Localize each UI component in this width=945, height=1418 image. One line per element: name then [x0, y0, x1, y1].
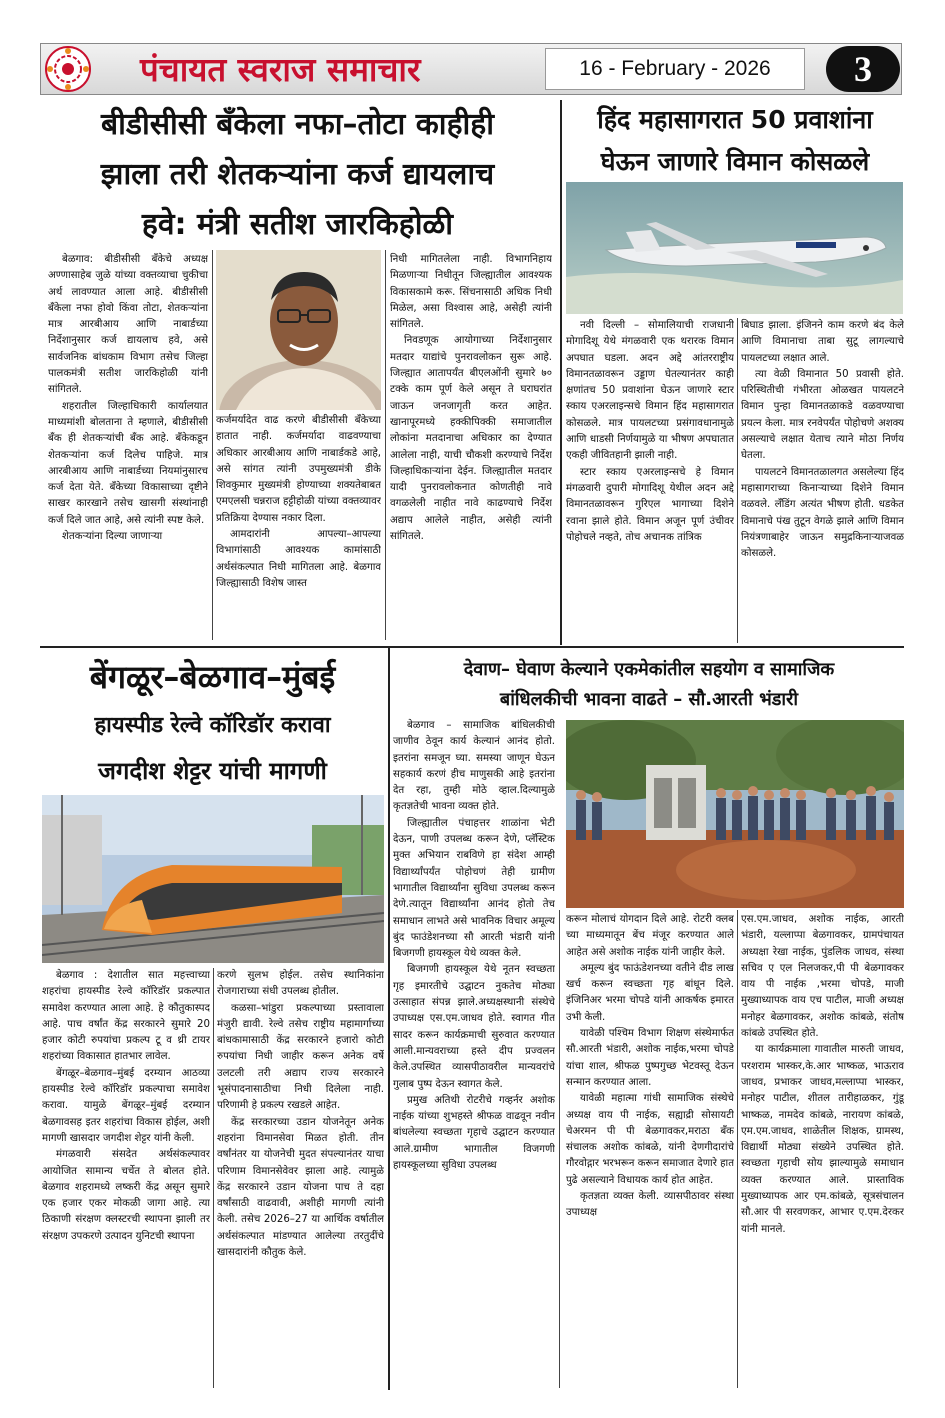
paragraph: निधी मागितलेला नाही. विभागनिहाय मिळणाऱ्या निधीतून जिल्ह्यातील आवश्यक विकासकामे करू. सिंचनासाठी अधिक निधी मिळेल, असा विश्वास आहे, असेही त्यांनी सांगितले.	[390, 254, 552, 331]
paragraph: केंद्र सरकारच्या उडान योजनेतून अनेक शहरांना विमानसेवा मिळत होती. तीन वर्षांनंतर या योजनेची मुदत संपल्यानंतर याचा परिणाम विमानसेवेवर झाला आहे. त्यामुळे केंद्र सरकारने उडान योजना पाच ते दहा वर्षांसाठी वाढवावी, अशीही मागणी त्यांनी केली. तसेच 2026–27 या आर्थिक वर्षातील अर्थसंकल्पात मांडण्यात आलेल्या तरतुदींचे खासदारांनी कौतुक केले.	[217, 1116, 384, 1259]
paragraph: शहरातील जिल्हाधिकारी कार्यालयात माध्यमांशी बोलताना ते म्हणाले, बीडीसीसी बँक ही शेतकऱ्यांची बँक आहे. बँकेकडून शेतकऱ्यांना कर्ज दिलेच पाहिजे. मात्र आरबीआय आणि नाबार्डच्या नियमांनुसारच कर्ज देता येते. बँकेच्या विकासाच्या दृष्टीने साखर कारखाने तसेच खासगी संस्थांनाही कर्ज दिले जात आहे, असे त्यांनी स्पष्ट केले.	[48, 400, 208, 526]
column-rule	[737, 318, 738, 643]
high-speed-train-photo	[42, 795, 384, 963]
article4-headline-2: बांधिलकीची भावना वाढते – सौ.आरती भंडारी	[499, 689, 799, 710]
paragraph: आमदारांनी आपल्या–आपल्या विभागांसाठी आवश्यक कामांसाठी अर्थसंकल्पात निधी मागितला आहे. बेळगाव जिल्ह्यासाठी विशेष जास्त	[216, 529, 381, 589]
article1-column-3	[390, 252, 552, 642]
paragraph: अमूल्य बुंद फाऊंडेशनच्या वतीने दीड लाख खर्च करून स्वच्छता गृह बांधून दिले. इंजिनिअर भरमा चोपडे यांनी आकर्षक इमारत उभी केली.	[566, 962, 734, 1023]
paragraph: बेळगाव – सामाजिक बांधिलकीची जाणीव ठेवून कार्य केल्यानं आनंद होतो. इतरांना समजून घ्या. समस्या जाणून घेऊन सहकार्य करणं हीच माणुसकी आहे इतरांना देत रहा, तुम्ही मोठे व्हाल.दिल्यामुळे कृतज्ञतेची भावना व्यक्त होते.	[393, 720, 555, 813]
article2-column-2	[741, 318, 904, 643]
paragraph: प्रमुख अतिथी रोटरीचे गव्हर्नर अशोक नाईक यांच्या शुभहस्ते श्रीफळ वाढवून नवीन बांधलेल्या स्वच्छता गृहाचे उद्घाटन करण्यात आले.ग्रामीण भागातील विजगणी हायस्कूलच्या सुविधा उपलब्ध	[393, 1094, 555, 1172]
paragraph: कृतज्ञता व्यक्त केली. व्यासपीठावर संस्था उपाध्यक्ष	[566, 1191, 734, 1219]
paragraph: या कार्यक्रमाला गावातील मारुती जाधव, परशराम भास्कर,के.आर भाष्कळ, भाऊराव जाधव, प्रभाकर जाधव,मल्लाप्पा भास्कर, मनोहर पाटील, शीतल तारीहाळकर, गुंडू भाष्कळ, नामदेव कांबळे, नारायण कांबळे, एम.एम.जाधव, शाळेतील शिक्षक, ग्रामस्थ, विद्यार्थी मोठ्या संख्येने उपस्थित होते. स्वच्छता गृहाची सोय झाल्यामुळे समाधान व्यक्त करण्यात आले. प्रास्ताविक मुख्याध्यापक आर एम.कांबळे, सूत्रसंचालन सौ.आर पी सरवणकर, आभार ए.एम.देरकर यांनी मानले.	[741, 1044, 904, 1235]
paragraph: बेळगाव : देशातील सात महत्त्वाच्या शहरांचा हायस्पीड रेल्वे कॉरिडॉर प्रकल्पात समावेश करण्यात आला आहे. हे कौतुकास्पद आहे. पाच वर्षांत केंद्र सरकारने सुमारे 20 हजार कोटी रुपयांचा प्रकल्प टू व थ्री टायर शहरांच्या विकासात हातभार लावेल.	[42, 970, 210, 1063]
paragraph: यावेळी महात्मा गांधी सामाजिक संस्थेचे अध्यक्ष वाय पी नाईक, सह्याद्री सोसायटी चेअरमन पी पी बेळगावकर,मराठा बँक संचालक अशोक कांबळे, यांनी देणगीदारांचे गौरवोद्गार भरभरून करून समाजात देणारे हात पुढे असल्याने विधायक कार्य होत आहेत.	[566, 1093, 734, 1186]
column-rule	[559, 910, 560, 1388]
paragraph: नवी दिल्ली – सोमालियाची राजधानी मोगादिशू येथे मंगळवारी एक थरारक विमान अपघात घडला. अदन अद्दे आंतरराष्ट्रीय विमानतळावरून उड्डाण घेतल्यानंतर काही क्षणांतच 50 प्रवाशांना घेऊन जाणारे स्टार स्काय एअरलाइन्सचे विमान हिंद महासागरात कोसळले. मात्र पायलटच्या प्रसंगावधानामुळे आणि धाडसी निर्णयामुळे या भीषण अपघातात एकही जीवितहानी झाली नाही.	[566, 320, 734, 462]
section-rule	[560, 100, 562, 645]
article4-column-3	[741, 912, 904, 1388]
paragraph: जिल्ह्यातील पंचाहत्तर शाळांना भेटी देऊन, पाणी उपलब्ध करून देणे, प्लॅस्टिक मुक्त अभियान राबविणे हा संदेश आम्ही विद्यार्थ्यांपर्यंत पोहोचणं तेही ग्रामीण भागातील विद्यार्थ्यांना सुविधा उपलब्ध करून देणे.त्यातून विद्यार्थ्यांना आनंद होतो तेच समाधान लाभते असे भावनिक विचार अमूल्य बुंद फाउंडेशनच्या सौ आरती भंडारी यांनी बिजगणी हायस्कूल येथे व्यक्त केले.	[393, 817, 555, 960]
paragraph: मंगळवारी संसदेत अर्थसंकल्पावर आयोजित सामान्य चर्चेत ते बोलत होते. बेळगाव शहरामध्ये लष्करी केंद्र असून सुमारे एक हजार एकर मोकळी जागा आहे. त्या ठिकाणी संरक्षण क्लस्टरची स्थापना झाली तर संरक्षण उपकरणे उत्पादन युनिटची स्थापना	[42, 1149, 210, 1242]
minister-portrait-photo	[216, 250, 381, 410]
column-rule	[737, 910, 738, 1388]
section-rule	[388, 648, 390, 1390]
paragraph: कर्जमर्यादेत वाढ करणे बीडीसीसी बँकेच्या हातात नाही. कर्जमर्यादा वाढवण्याचा अधिकार आरबीआय आणि नाबार्डकडे आहे, असे सांगत त्यांनी उपमुख्यमंत्री डीके शिवकुमार मुख्यमंत्री होण्याच्या शक्यतेबाबत एमएलसी चन्नराज हट्टीहोळी यांच्या वक्तव्यावर प्रतिक्रिया देण्यास नकार दिला.	[216, 415, 381, 524]
article2-headline-2: घेऊन जाणारे विमान कोसळले	[600, 147, 870, 176]
column-rule	[213, 968, 214, 1388]
article1-headline-3: हवे: मंत्री सतीश जारकिहोळी	[141, 207, 454, 242]
paragraph: शेतकऱ्यांना दिल्या जाणाऱ्या	[62, 531, 163, 543]
paragraph: करून मोलाचं योगदान दिले आहे. रोटरी क्लब च्या माध्यमातून बेंच मंजूर करण्यात आले आहेत असे अशोक नाईक यांनी जाहीर केले.	[566, 914, 734, 958]
paragraph: बिजगणी हायस्कूल येथे नूतन स्वच्छता गृह इमारतीचे उद्घाटन नुकतेच मोठ्या उत्साहात संपन्न झाले.अध्यक्षस्थानी संस्थेचे उपाध्यक्ष एस.एम.जाधव होते. स्वागत गीत सादर करून कार्यक्रमाची सुरुवात करण्यात आली.मान्यवराच्या हस्ते दीप प्रज्वलन केले.उपस्थित व्यासपीठावरील मान्यवरांचे गुलाब पुष्प देऊन स्वागत केले.	[393, 964, 555, 1090]
paragraph: करणे सुलभ होईल. तसेच स्थानिकांना रोजगाराच्या संधी उपलब्ध होतील.	[217, 970, 384, 998]
article1-column-1	[48, 252, 208, 642]
article2-column-1	[566, 318, 734, 643]
article4-column-1	[393, 718, 555, 1388]
paragraph: निवडणूक आयोगाच्या निर्देशानुसार मतदार याद्यांचे पुनरावलोकन सुरू आहे. जिल्ह्यात आतापर्यंत बीएलओंनी सुमारे ७० टक्के काम पूर्ण केले असून ते घराघरांत जाऊन जनजागृती करत आहेत. खानापूरमध्ये हक्कीपिक्की समाजातील लोकांना मतदानाचा अधिकार का देण्यात आलेला नाही, याची चौकशी करण्याचे निर्देश जिल्हाधिकाऱ्यांना देईन. जिल्ह्यातील मतदार यादी पुनरावलोकनात कोणतीही नावे वगळलेली नाहीत नावे काढण्याचे निर्देश अद्याप आलेले नाहीत, असेही त्यांनी सांगितले.	[390, 335, 552, 543]
inauguration-event-photo	[566, 720, 904, 908]
column-rule	[385, 250, 386, 640]
paragraph: बेळगाव: बीडीसीसी बँकेचे अध्यक्ष अण्णासाहेब जुळे यांच्या वक्तव्याचा चुकीचा अर्थ लावण्यात आला आहे. बीडीसीसी बँकेला नफा होवो किंवा तोटा, शेतकऱ्यांना मात्र आरबीआय आणि नाबार्डच्या निर्देशानुसार कर्ज द्यायलाच हवे, असे सार्वजनिक बांधकाम विभाग तसेच जिल्हा पालकमंत्री सतीश जारकिहोळी यांनी सांगितले.	[48, 254, 208, 396]
article3-headline-3: जगदीश शेट्टर यांची मागणी	[98, 757, 327, 785]
section-rule	[40, 646, 904, 648]
article2-headline-1: हिंद महासागरात 50 प्रवाशांना	[597, 105, 873, 134]
article1-headline-2: झाला तरी शेतकऱ्यांना कर्ज द्यायलाच	[100, 157, 495, 192]
column-rule	[212, 250, 213, 640]
paragraph: बेंगळूर–बेळगाव–मुंबई दरम्यान आठव्या हायस्पीड रेल्वे कॉरिडॉर प्रकल्पाचा समावेश करावा. यामुळे बेंगळूर–मुंबई दरम्यान बेळगावसह इतर शहरांचा विकास होईल, अशी मागणी खासदार जगदीश शेट्टर यांनी केली.	[42, 1067, 210, 1144]
article1-headline-1: बीडीसीसी बँकेला नफा–तोटा काहीही	[101, 107, 494, 142]
panchayat-logo-icon	[44, 45, 92, 93]
masthead-title: पंचायत स्वराज समाचार	[140, 50, 421, 89]
paragraph: त्या वेळी विमानात 50 प्रवासी होते. परिस्थितीची गंभीरता ओळखत पायलटने विमान पुन्हा विमानतळाकडे वळवण्याचा प्रयत्न केला. मात्र रनवेपर्यंत पोहोचणे अशक्य असल्याचे लक्षात येताच त्याने मोठा निर्णय घेतला.	[741, 368, 904, 462]
paragraph: पायलटने विमानतळालगत असलेल्या हिंद महासागराच्या किनाऱ्याच्या दिशेने विमान वळवले. लँडिंग अत्यंत भीषण होती. धडकेत विमानाचे पंख तुटून वेगळे झाले आणि विमान नियंत्रणाबाहेर जाऊन समुद्रकिनाऱ्याजवळ कोसळले.	[741, 466, 904, 560]
paragraph: यावेळी पश्चिम विभाग शिक्षण संस्थेमार्फत सौ.आरती भंडारी, अशोक नाईक,भरमा चोपडे यांचा शाल, श्रीफळ पुष्पगुच्छ भेटवस्तू देऊन सन्मान करण्यात आला.	[566, 1028, 734, 1088]
paragraph: कळसा–भांडुरा प्रकल्पाच्या प्रस्तावाला मंजुरी द्यावी. रेल्वे तसेच राष्ट्रीय महामार्गाच्या बांधकामासाठी केंद्र सरकारने हजारो कोटी रुपयांचा निधी जाहीर करून अनेक वर्षे उलटली तरी अद्याप राज्य सरकारने भूसंपादनासाठीचा निधी दिलेला नाही. परिणामी हे प्रकल्प रखडले आहेत.	[217, 1002, 384, 1112]
masthead-date: 16 - February - 2026	[579, 57, 771, 80]
article3-column-1	[42, 968, 210, 1388]
article3-headline-1: बेंगळूर–बेळगाव–मुंबई	[89, 658, 336, 696]
article4-column-2	[566, 912, 734, 1388]
page-number: 3	[826, 46, 900, 92]
article3-column-2	[217, 968, 384, 1388]
article3-headline-2: हायस्पीड रेल्वे कॉरिडॉर करावा	[94, 713, 331, 738]
paragraph: एस.एम.जाधव, अशोक नाईक, आरती भंडारी, यल्लाप्पा बेळगावकर, ग्रामपंचायत अध्यक्षा रेखा नाईक, पुंडलिक जाधव, संस्था सचिव ए एल निलजकर,पी पी बेळगावकर वाय पी नाईक ,भरमा चोपडे, माजी मुख्याध्यापक वाय एच पाटील, माजी अध्यक्ष मनोहर बेळगावकर, अशोक कांबळे, संतोष कांबळे उपस्थित होते.	[741, 914, 904, 1040]
paragraph: स्टार स्काय एअरलाइन्सचे हे विमान मंगळवारी दुपारी मोगादिशू येथील अदन अद्दे विमानतळावरून गुरिएल भागाच्या दिशेने रवाना झाले होते. विमान अजून पूर्ण उंचीवर पोहोचले नव्हते, तोच अचानक तांत्रिक	[566, 466, 734, 543]
paragraph: बिघाड झाला. इंजिनने काम करणे बंद केले आणि विमानाचा ताबा सुटू लागल्याचे पायलटच्या लक्षात आले.	[741, 320, 904, 364]
plane-crash-photo	[566, 182, 903, 314]
article1-column-2	[216, 413, 381, 643]
article4-headline-1: देवाण– घेवाण केल्याने एकमेकांतील सहयोग व सामाजिक	[463, 659, 835, 680]
